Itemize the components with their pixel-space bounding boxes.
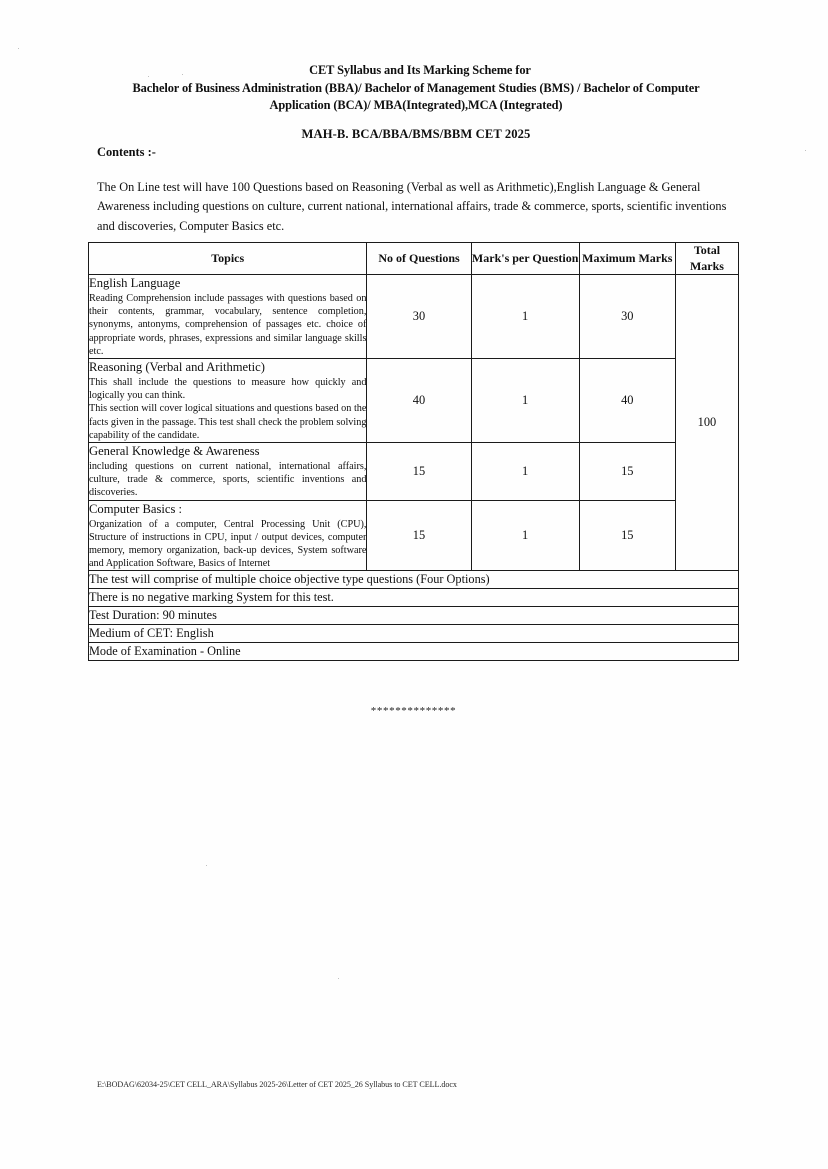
note-medium-of-cet: Medium of CET: English: [89, 625, 739, 643]
topic-cell-english-language: [89, 275, 367, 359]
column-header-no-of-questions: No of Questions: [367, 243, 471, 275]
scan-speck: [805, 150, 806, 151]
intro-paragraph: The On Line test will have 100 Questions based on Reasoning (Verbal as well as Arithmetic),English Language & General Awareness including questions on culture, current national, international affairs, trade & commerce, sports, scientific inventions and discoveries, Computer Basics etc.: [97, 180, 727, 233]
table-row: [89, 443, 739, 501]
contents-label: Contents :-: [97, 145, 156, 159]
asterisk-divider: **************: [370, 705, 457, 717]
table-row: [89, 275, 739, 359]
topic-description-text: This shall include the questions to measure how quickly and logically you can think.: [89, 377, 367, 402]
scan-speck: [148, 76, 149, 77]
table-row: [89, 500, 739, 571]
cell-no-of-questions: 15: [367, 443, 471, 501]
topic-title: Reasoning (Verbal and Arithmetic): [89, 360, 265, 375]
cell-marks-per-question: 1: [471, 359, 579, 443]
topic-description: [89, 518, 366, 571]
note-negative-marking: There is no negative marking System for this test.: [89, 589, 739, 607]
column-header-topics: Topics: [89, 243, 367, 275]
document-title-block: [86, 62, 746, 115]
column-header-maximum-marks: Maximum Marks: [579, 243, 675, 275]
topic-description-text: Reading Comprehension include passages with questions based on their contents, grammar, vocabulary, sentence completion, synonyms, antonyms, comprehension of passages etc. choice of appropriate words, phrases, expressions and similar language skills etc.: [89, 293, 367, 357]
table-note-row: [89, 625, 739, 643]
syllabus-table-wrapper: [88, 242, 739, 661]
cell-no-of-questions: 40: [367, 359, 471, 443]
footer-file-path: E:\BODAG\62034-25\CET CELL_ARA\Syllabus 2025-26\Letter of CET 2025_26 Syllabus to CET CELL.docx: [97, 1080, 457, 1089]
cell-maximum-marks: 30: [579, 275, 675, 359]
page-title-line-1: CET Syllabus and Its Marking Scheme for: [309, 63, 531, 77]
scan-speck: [18, 48, 19, 49]
table-note-row: [89, 589, 739, 607]
scan-speck: [206, 865, 207, 866]
topic-description: [89, 460, 366, 500]
table-note-row: [89, 607, 739, 625]
column-header-marks-per-question: Mark's per Question: [471, 243, 579, 275]
cell-maximum-marks: 40: [579, 359, 675, 443]
note-mode-of-examination: Mode of Examination - Online: [89, 643, 739, 661]
topic-description-text: including questions on current national, international affairs, culture, trade & commerce, sports, scientific inventions and discoveries.: [89, 461, 367, 499]
table-header-row: [89, 243, 739, 275]
cell-maximum-marks: 15: [579, 500, 675, 571]
syllabus-table: [88, 242, 739, 661]
topic-description-text: Organization of a computer, Central Processing Unit (CPU), Structure of instructions in CPU, input / output devices, computer memory, memory organization, back-up devices, System software and Application Software, Basics of Internet: [89, 518, 367, 570]
exam-subtitle: MAH-B. BCA/BBA/BMS/BBM CET 2025: [301, 127, 531, 141]
cell-marks-per-question: 1: [471, 275, 579, 359]
cell-maximum-marks: 15: [579, 443, 675, 501]
cell-marks-per-question: 1: [471, 443, 579, 501]
table-row: [89, 359, 739, 443]
topic-title: Computer Basics :: [89, 501, 183, 516]
cell-marks-per-question: 1: [471, 500, 579, 571]
topic-description: [89, 292, 366, 358]
scan-speck: [338, 978, 339, 979]
scan-speck: [182, 74, 183, 75]
page-title-line-2: Bachelor of Business Administration (BBA)/ Bachelor of Management Studies (BMS) / Bachelor of Computer: [132, 80, 700, 95]
topic-cell-computer-basics: [89, 500, 367, 571]
cell-total-marks: 100: [675, 275, 738, 571]
page-title-line-3: Application (BCA)/ MBA(Integrated),MCA (Integrated): [269, 98, 563, 112]
note-test-duration: Test Duration: 90 minutes: [89, 607, 739, 625]
topic-description-text-2: This section will cover logical situations and questions based on the facts given in the passage. This test shall check the problem solving capability of the candidate.: [89, 403, 367, 441]
column-header-total-marks: Total Marks: [675, 243, 738, 275]
table-note-row: [89, 643, 739, 661]
topic-description: [89, 376, 366, 442]
cell-no-of-questions: 30: [367, 275, 471, 359]
cell-no-of-questions: 15: [367, 500, 471, 571]
note-multiple-choice: The test will comprise of multiple choice objective type questions (Four Options): [89, 571, 739, 589]
topic-cell-general-knowledge: [89, 443, 367, 501]
topic-title: General Knowledge & Awareness: [89, 444, 260, 459]
topic-title: English Language: [89, 276, 181, 290]
topic-cell-reasoning: [89, 359, 367, 443]
table-note-row: [89, 571, 739, 589]
